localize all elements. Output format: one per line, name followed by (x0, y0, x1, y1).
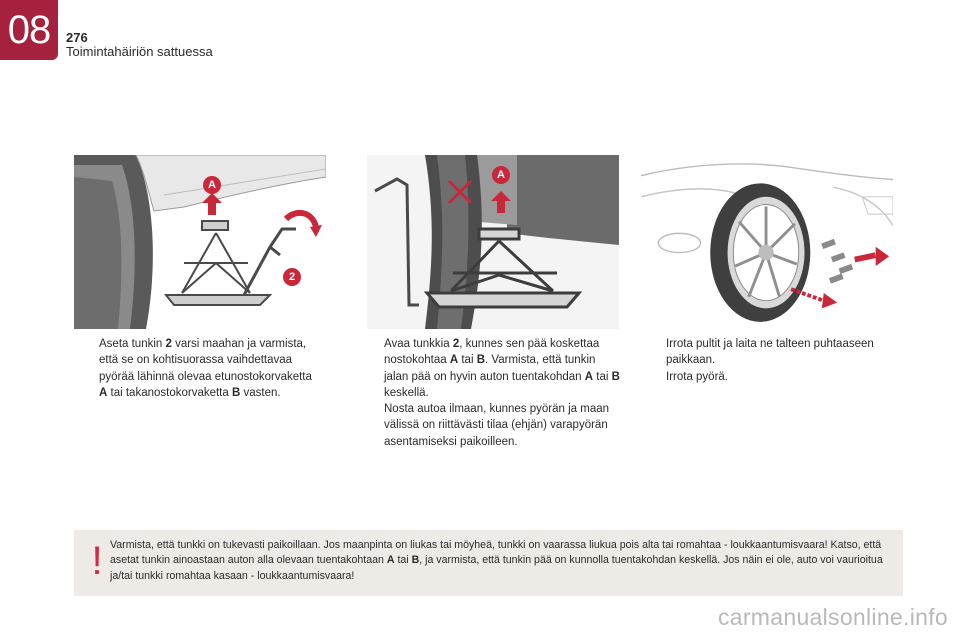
step-text-bold: A (449, 354, 459, 367)
step-text-bold: A (99, 386, 108, 399)
step-text-bold: B (476, 354, 486, 367)
warning-text-bold: A (386, 554, 395, 567)
warning-text-bold: B (411, 554, 420, 567)
step-item (641, 336, 903, 369)
instruction-column-1 (74, 336, 314, 401)
warning-text-part: Varmista, että tunkki on tukevasti paikoillaan. Jos maanpinta on liukas tai möyheä, tunkki on vaarassa liukua pois alta tai romahtaa - loukkaantumisvaara! Katso, että asetat tunkin ainoastaan auton alla olevaan tuentakohtaan (110, 539, 882, 567)
step-item (359, 336, 621, 401)
step-text-bold: B (611, 370, 620, 383)
step-text-bold: 2 (452, 338, 460, 350)
warning-box (74, 530, 903, 596)
wheel-removal-icon (641, 155, 893, 329)
warning-text-part: , ja varmista, että tunkin pää on kunnolla tuentakohdan keskellä. Jos näin ei ole, auto voi vaurioitua ja/tai tunkki romahtaa kasaan - loukkaantumisvaara! (110, 554, 883, 582)
step-text: tai (593, 370, 612, 383)
wheel-removal-illustration (641, 155, 893, 329)
warning-text (110, 538, 895, 584)
label-a: A (208, 179, 216, 191)
label-a: A (497, 169, 505, 181)
page-title: Toimintahäiriön sattuessa (66, 44, 213, 59)
step-text: Aseta tunkin (99, 338, 166, 350)
step-item (359, 401, 621, 450)
step-text: , kunnes sen pää koskettaa nostokohtaa (384, 338, 600, 367)
jack-placement-illustration (74, 155, 326, 329)
step-text: Avaa tunkkia (384, 338, 453, 350)
step-item (74, 336, 314, 401)
warning-icon: ! (91, 539, 103, 583)
step-text: keskellä. (384, 386, 429, 399)
step-text: Irrota pyörä. (666, 370, 728, 383)
step-text: Nosta autoa ilmaan, kunnes pyörän ja maan välissä on riittävästi tilaa (ehjän) varapyörän asentamiseksi paikoilleen. (384, 403, 610, 448)
jack-lifting-icon (367, 155, 619, 329)
label-2: 2 (288, 271, 296, 283)
chapter-tab (0, 0, 58, 60)
instruction-column-2 (359, 336, 621, 450)
step-text: Irrota pultit ja laita ne talteen puhtaaseen paikkaan. (666, 338, 874, 367)
footer-watermark: carmanualsonline.info (717, 604, 948, 630)
step-text: tai takanostokorvaketta (107, 386, 232, 399)
step-text-bold: A (584, 370, 594, 383)
jack-lifting-illustration (367, 155, 619, 329)
step-text: . Varmista, että tunkin jalan pää on hyvin auton tuentakohdan (384, 354, 596, 383)
step-text: vasten. (240, 386, 281, 399)
jack-placement-icon (74, 155, 326, 329)
step-text-bold: 2 (165, 338, 172, 350)
warning-text-part: tai (394, 554, 412, 567)
step-text: varsi maahan ja varmista, että se on kohtisuorassa vaihdettavaa pyörää lähinnä olevaa etunostokorvaketta (99, 338, 312, 383)
chapter-number: 08 (7, 7, 51, 52)
step-text: tai (458, 354, 477, 367)
step-text-bold: B (231, 386, 241, 399)
step-item (641, 369, 903, 385)
page-number: 276 (66, 30, 88, 45)
instruction-column-3 (641, 336, 903, 385)
